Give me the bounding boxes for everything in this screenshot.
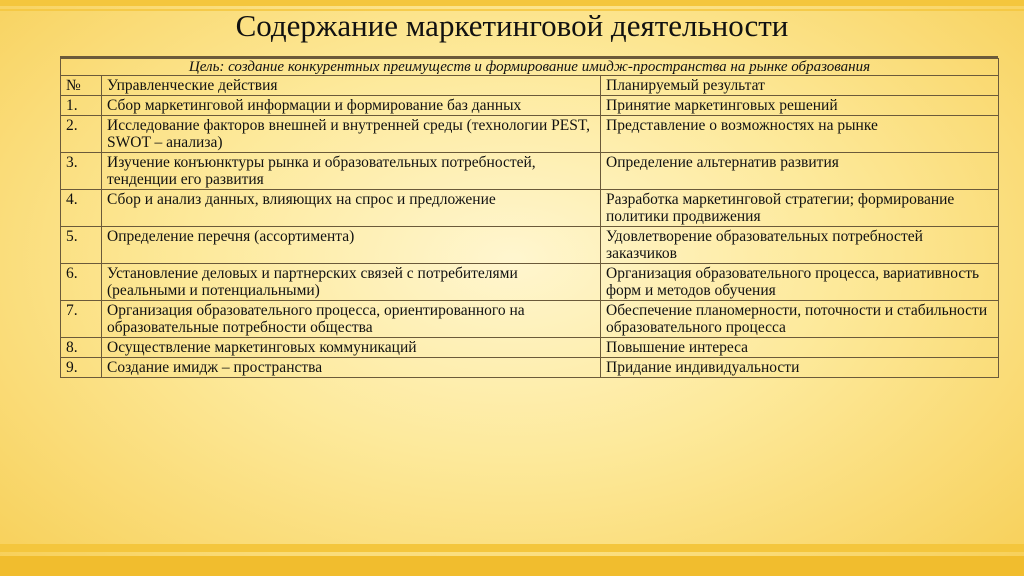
- row-result: Повышение интереса: [601, 338, 999, 358]
- header-result: Планируемый результат: [601, 76, 999, 96]
- table-row: [61, 301, 999, 338]
- row-number: 7.: [61, 301, 102, 338]
- row-action: Создание имидж – пространства: [102, 358, 601, 378]
- top-stripe: [0, 0, 1024, 6]
- row-result: Придание индивидуальности: [601, 358, 999, 378]
- row-action: Установление деловых и партнерских связей с потребителями (реальными и потенциальными): [102, 264, 601, 301]
- table-row: [61, 264, 999, 301]
- bottom-stripe: [0, 544, 1024, 552]
- row-number: 5.: [61, 227, 102, 264]
- table-row: [61, 190, 999, 227]
- row-result: Принятие маркетинговых решений: [601, 96, 999, 116]
- row-action: Изучение конъюнктуры рынка и образовательных потребностей, тенденции его развития: [102, 153, 601, 190]
- row-number: 9.: [61, 358, 102, 378]
- row-result: Разработка маркетинговой стратегии; формирование политики продвижения: [601, 190, 999, 227]
- row-number: 4.: [61, 190, 102, 227]
- goal-cell: Цель: создание конкурентных преимуществ и формирование имидж-пространства на рынке образования: [61, 59, 999, 76]
- table-row: [61, 153, 999, 190]
- header-num: №: [61, 76, 102, 96]
- header-actions: Управленческие действия: [102, 76, 601, 96]
- marketing-table: [60, 58, 999, 378]
- row-result: Удовлетворение образовательных потребностей заказчиков: [601, 227, 999, 264]
- row-result: Обеспечение планомерности, поточности и стабильности образовательного процесса: [601, 301, 999, 338]
- row-result: Организация образовательного процесса, вариативность форм и методов обучения: [601, 264, 999, 301]
- row-action: Осуществление маркетинговых коммуникаций: [102, 338, 601, 358]
- row-result: Определение альтернатив развития: [601, 153, 999, 190]
- row-action: Организация образовательного процесса, ориентированного на образовательные потребности общества: [102, 301, 601, 338]
- bottom-band: [0, 556, 1024, 576]
- row-action: Определение перечня (ассортимента): [102, 227, 601, 264]
- table-row: [61, 358, 999, 378]
- table-row: [61, 227, 999, 264]
- row-action: Исследование факторов внешней и внутренней среды (технологии PEST, SWOT – анализа): [102, 116, 601, 153]
- goal-row: [61, 59, 999, 76]
- row-action: Сбор и анализ данных, влияющих на спрос и предложение: [102, 190, 601, 227]
- row-number: 8.: [61, 338, 102, 358]
- row-action: Сбор маркетинговой информации и формирование баз данных: [102, 96, 601, 116]
- row-number: 1.: [61, 96, 102, 116]
- row-result: Представление о возможностях на рынке: [601, 116, 999, 153]
- row-number: 2.: [61, 116, 102, 153]
- table-row: [61, 338, 999, 358]
- table-row: [61, 116, 999, 153]
- row-number: 6.: [61, 264, 102, 301]
- table-row: [61, 96, 999, 116]
- row-number: 3.: [61, 153, 102, 190]
- header-row: [61, 76, 999, 96]
- slide-title: Содержание маркетинговой деятельности: [235, 8, 789, 43]
